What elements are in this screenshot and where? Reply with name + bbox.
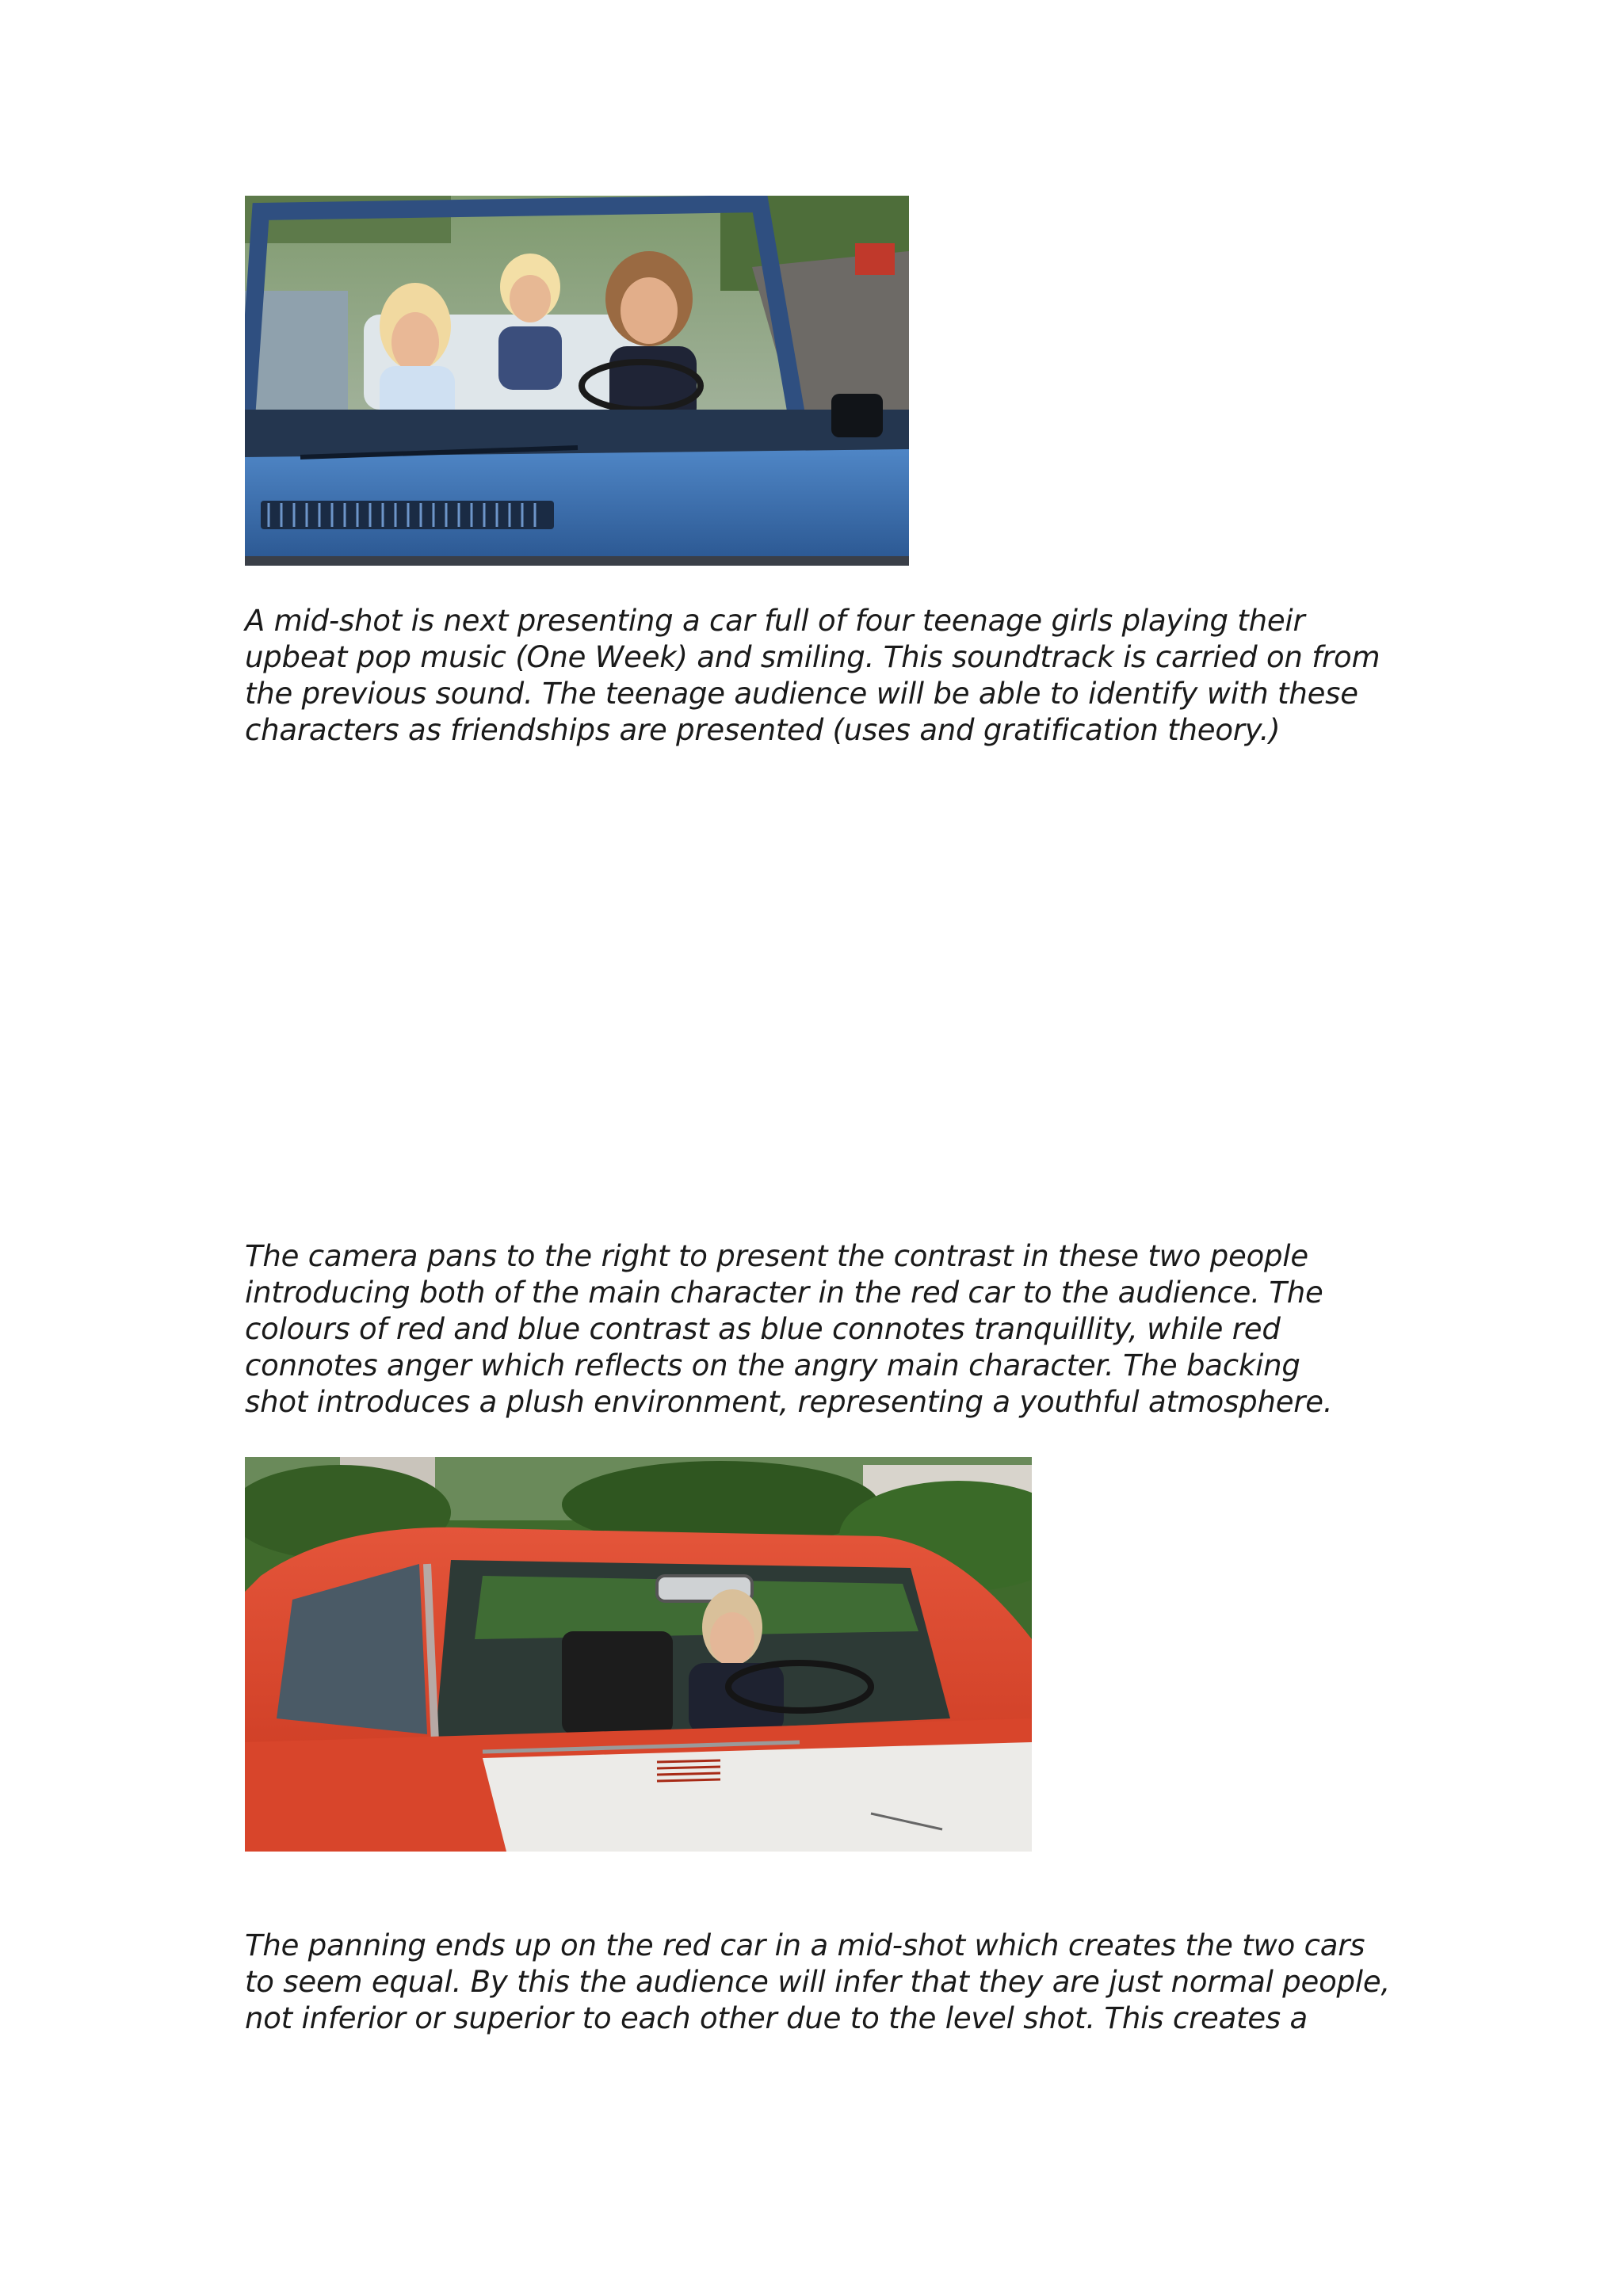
blue-convertible-icon: [245, 196, 909, 566]
paragraph-line: characters as friendships are presented (uses and gratification theory.): [245, 713, 1281, 747]
paragraph-3: [245, 1928, 1391, 2037]
film-still-blue-convertible: [245, 196, 909, 566]
film-still-red-car: [245, 1457, 1032, 1852]
paragraph-line: not inferior or superior to each other due to the level shot. This creates a: [245, 2001, 1308, 2035]
paragraph-line: upbeat pop music (One Week) and smiling. This soundtrack is carried on from: [245, 640, 1381, 674]
paragraph-line: The camera pans to the right to present the contrast in these two people: [245, 1239, 1308, 1273]
paragraph-2: [245, 1238, 1378, 1421]
paragraph-line: colours of red and blue contrast as blue connotes tranquillity, while red: [245, 1312, 1281, 1346]
red-car-icon: [245, 1457, 1032, 1852]
paragraph-line: shot introduces a plush environment, representing a youthful atmosphere.: [245, 1385, 1333, 1419]
paragraph-line: introducing both of the main character in the red car to the audience. The: [245, 1276, 1323, 1310]
paragraph-line: The panning ends up on the red car in a mid-shot which creates the two cars: [245, 1928, 1365, 1962]
paragraph-line: A mid-shot is next presenting a car full of four teenage girls playing their: [245, 604, 1305, 638]
paragraph-line: to seem equal. By this the audience will infer that they are just normal people,: [245, 1965, 1391, 1999]
paragraph-line: the previous sound. The teenage audience will be able to identify with these: [245, 677, 1358, 711]
paragraph-1: [245, 603, 1381, 749]
paragraph-line: connotes anger which reflects on the angry main character. The backing: [245, 1348, 1300, 1383]
